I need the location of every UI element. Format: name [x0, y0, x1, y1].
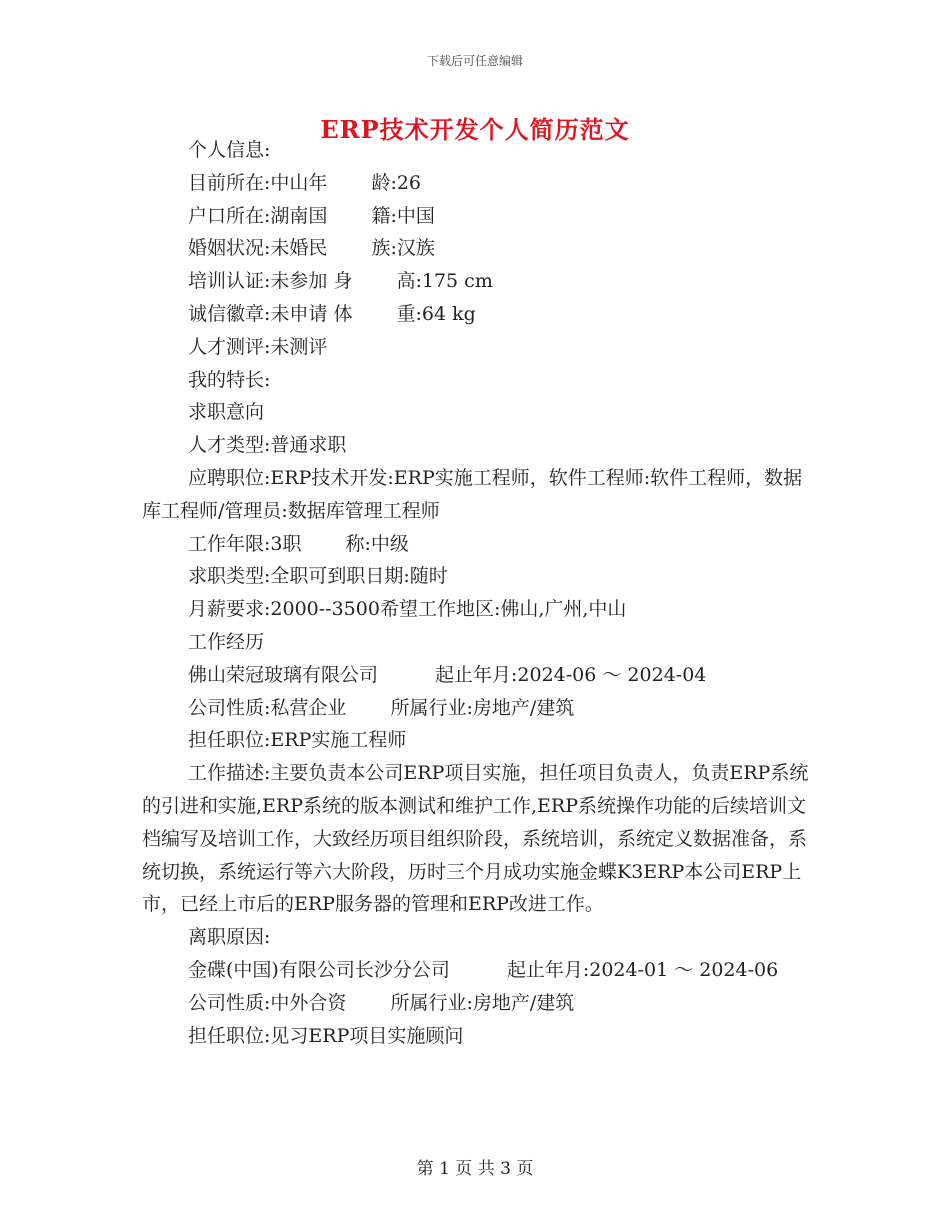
line-training-height: 培训认证:未参加 身 高:175 cm [188, 270, 493, 293]
line-badge-weight: 诚信徽章:未申请 体 重:64 kg [188, 302, 476, 325]
line-company-1-nature: 公司性质:私营企业 所属行业:房地产/建筑 [188, 696, 575, 719]
line-personal-info: 个人信息: [188, 139, 271, 161]
line-assessment: 人才测评:未测评 [188, 335, 328, 358]
line-company-2-nature: 公司性质:中外合资 所属行业:房地产/建筑 [188, 991, 575, 1014]
line-talent-type: 人才类型:普通求职 [188, 434, 347, 457]
line-leave-reason: 离职原因: [188, 926, 271, 949]
line-company-1-description: 工作描述:主要负责本公司ERP项目实施，担任项目负责人，负责ERP系统的引进和实施,ERP系统的版本测试和维护工作,ERP系统操作功能的后续培训文档编写及培训工作，大致经历项目组织阶段，系统培训，系统定义数据准备，系统切换，系统运行等六大阶段，历时三个月成功实施金蝶K3ERP本公司ERP上市，已经上市后的ERP服务器的管理和ERP改进工作。 [142, 762, 809, 916]
line-marital-ethnicity: 婚姻状况:未婚民 族:汉族 [188, 237, 435, 260]
line-company-2: 金碟(中国)有限公司长沙分公司 起止年月:2024-01 ～ 2024-06 [188, 958, 779, 981]
section-job-intention: 求职意向 [188, 401, 265, 424]
line-company-1: 佛山荣冠玻璃有限公司 起止年月:2024-06 ～ 2024-04 [188, 663, 707, 686]
line-salary-area: 月薪要求:2000--3500希望工作地区:佛山,广州,中山 [188, 598, 627, 621]
document-title: ERP技术开发个人简历范文 [320, 115, 630, 144]
page-header: 下载后可任意编辑 [426, 54, 523, 68]
line-company-1-position: 担任职位:ERP实施工程师 [188, 729, 407, 752]
document-body [142, 134, 812, 1052]
line-job-type-date: 求职类型:全职可到职日期:随时 [188, 565, 448, 588]
section-work-experience: 工作经历 [188, 630, 265, 653]
line-hukou-nationality: 户口所在:湖南国 籍:中国 [188, 204, 435, 227]
page-footer: 第 1 页 共 3 页 [416, 1159, 534, 1179]
line-applied-position: 应聘职位:ERP技术开发:ERP实施工程师，软件工程师:软件工程师，数据库工程师/管理员:数据库管理工程师 [142, 466, 803, 522]
line-years-title: 工作年限:3职 称:中级 [188, 532, 409, 555]
line-company-2-position: 担任职位:见习ERP项目实施顾问 [188, 1024, 464, 1047]
line-specialty: 我的特长: [188, 368, 271, 391]
line-location-age: 目前所在:中山年 龄:26 [188, 171, 422, 194]
